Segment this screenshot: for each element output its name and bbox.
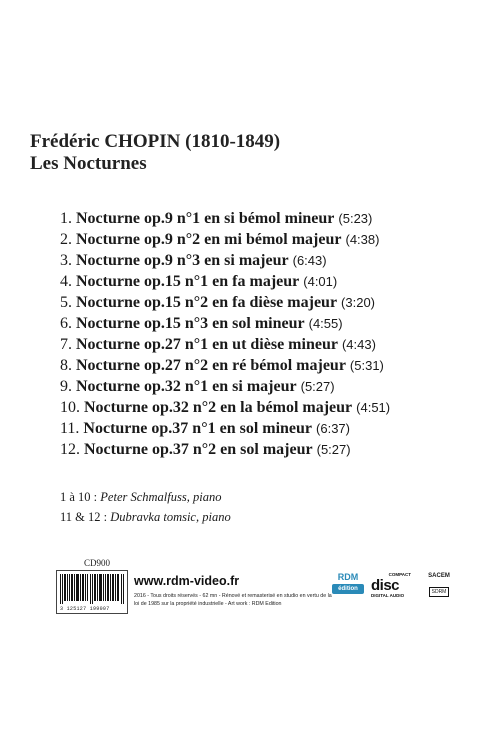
track-title: Nocturne op.9 n°3 en si majeur: [76, 252, 289, 269]
header: [30, 131, 280, 175]
cd-logo-sub: DIGITAL AUDIO: [371, 593, 405, 598]
website-url: www.rdm-video.fr: [134, 574, 240, 588]
track-item: [60, 313, 390, 334]
performer-name: Peter Schmalfuss, piano: [100, 490, 222, 504]
track-number: 5.: [60, 294, 72, 311]
rdm-edition-logo: [332, 572, 364, 600]
track-title: Nocturne op.27 n°1 en ut dièse mineur: [76, 336, 338, 353]
barcode: [56, 570, 128, 614]
track-duration: (3:20): [341, 295, 376, 310]
track-item: [60, 418, 390, 439]
track-item: [60, 250, 390, 271]
performer-line: [60, 487, 231, 507]
cd-logo-top: COMPACT: [388, 572, 411, 577]
track-title: Nocturne op.15 n°2 en fa dièse majeur: [76, 294, 338, 311]
track-duration: (6:37): [316, 421, 350, 436]
track-number: 2.: [60, 231, 72, 248]
track-duration: (5:27): [316, 442, 351, 457]
album-title: Les Nocturnes: [30, 153, 147, 174]
track-number: 3.: [60, 252, 72, 269]
barcode-number: 3 125127 199007: [60, 606, 110, 612]
track-item: [60, 271, 390, 292]
track-duration: (4:55): [308, 316, 343, 331]
track-duration: (4:01): [303, 274, 338, 289]
track-title: Nocturne op.37 n°1 en sol mineur: [83, 420, 313, 437]
track-number: 10.: [60, 399, 80, 416]
performer-credits: [60, 487, 231, 527]
track-item: [60, 397, 390, 418]
track-duration: (4:51): [356, 400, 391, 415]
track-item: [60, 439, 390, 460]
track-duration: (5:27): [300, 379, 335, 394]
track-number: 12.: [60, 441, 80, 458]
sdrm-logo-box: SDRM: [429, 587, 450, 597]
barcode-bars: [60, 574, 124, 604]
track-item: [60, 355, 390, 376]
track-duration: (5:31): [349, 358, 384, 373]
track-number: 1.: [60, 210, 72, 227]
catalog-number: CD900: [84, 558, 111, 568]
track-duration: (6:43): [292, 253, 327, 268]
cd-logo-main: disc: [371, 577, 400, 594]
track-duration: (5:23): [338, 211, 373, 226]
track-number: 11.: [60, 420, 80, 437]
track-title: Nocturne op.15 n°1 en fa majeur: [76, 273, 300, 290]
track-item: [60, 376, 390, 397]
track-duration: (4:43): [341, 337, 376, 352]
sacem-logo: [424, 572, 454, 600]
track-item: [60, 334, 390, 355]
track-number: 9.: [60, 378, 72, 395]
track-number: 4.: [60, 273, 72, 290]
compact-disc-logo: [371, 572, 411, 602]
sacem-logo-text: SACEM: [428, 573, 450, 579]
track-item: [60, 229, 390, 250]
track-title: Nocturne op.32 n°2 en la bémol majeur: [84, 399, 353, 416]
performer-line: [60, 507, 231, 527]
composer-title: Frédéric CHOPIN (1810-1849): [30, 131, 281, 152]
performer-name: Dubravka tomsic, piano: [110, 510, 231, 524]
track-list: [60, 208, 390, 460]
track-title: Nocturne op.9 n°2 en mi bémol majeur: [76, 231, 342, 248]
track-number: 8.: [60, 357, 72, 374]
track-range: 1 à 10 :: [60, 490, 98, 504]
track-title: Nocturne op.9 n°1 en si bémol mineur: [76, 210, 335, 227]
legal-fineprint: 2016 - Tous droits réservés - 62 mn - Rénové et remasterisé en studio en vertu de la loi de 1985 sur la propriété industrielle - Art work : RDM Edition: [134, 593, 332, 607]
track-range: 11 & 12 :: [60, 510, 108, 524]
track-number: 7.: [60, 336, 72, 353]
track-title: Nocturne op.15 n°3 en sol mineur: [76, 315, 305, 332]
track-title: Nocturne op.32 n°1 en si majeur: [76, 378, 297, 395]
rdm-logo-badge: édition: [332, 584, 364, 594]
track-title: Nocturne op.37 n°2 en sol majeur: [84, 441, 313, 458]
track-title: Nocturne op.27 n°2 en ré bémol majeur: [76, 357, 346, 374]
footer: [56, 558, 476, 620]
track-item: [60, 208, 390, 229]
track-duration: (4:38): [345, 232, 380, 247]
track-item: [60, 292, 390, 313]
track-number: 6.: [60, 315, 72, 332]
rdm-logo-text: RDM: [337, 572, 359, 582]
